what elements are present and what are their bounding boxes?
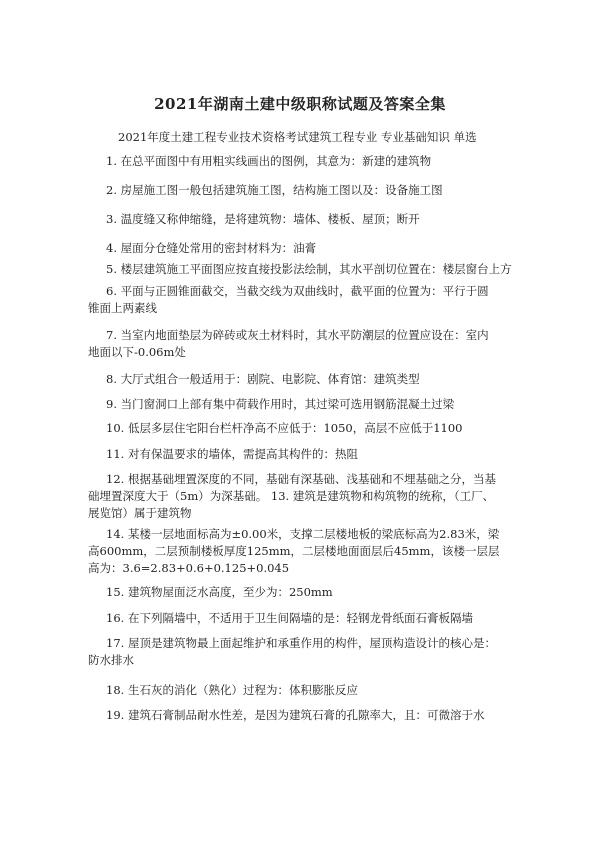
question-10: 10. 低层多层住宅阳台栏杆净高不应低于：1050，高层不应低于1100 bbox=[106, 421, 463, 435]
question-7: 7. 当室内地面垫层为碎砖或灰土材料时，其水平防潮层的位置应设在：室内地面以下-0.06m处 bbox=[88, 328, 489, 359]
question-19: 19. 建筑石膏制品耐水性差，是因为建筑石膏的孔隙率大，且：可微溶于水 bbox=[106, 708, 485, 722]
question-2: 2. 房屋施工图一般包括建筑施工图，结构施工图以及：设备施工图 bbox=[106, 183, 443, 197]
question-8: 8. 大厅式组合一般适用于：剧院、电影院、体育馆：建筑类型 bbox=[106, 372, 420, 386]
question-15: 15. 建筑物屋面泛水高度，至少为：250mm bbox=[106, 585, 333, 599]
question-16: 16. 在下列隔墙中，不适用于卫生间隔墙的是：轻钢龙骨纸面石膏板隔墙 bbox=[106, 611, 473, 625]
document-title: 2021年湖南土建中级职称试题及答案全集 bbox=[154, 95, 446, 113]
document-subtitle: 2021年度土建工程专业技术资格考试建筑工程专业 专业基础知识 单选 bbox=[118, 130, 477, 144]
question-12: 12. 根据基础埋置深度的不同，基础有深基础、浅基础和不埋基础之分，当基础埋置深度大于（5m）为深基础。 13. 建筑是建筑物和构筑物的统称，（工厂、展览馆）属于建筑物 bbox=[88, 472, 496, 520]
question-11: 11. 对有保温要求的墙体，需提高其构件的：热阻 bbox=[106, 447, 358, 461]
question-6: 6. 平面与正圆锥面截交，当截交线为双曲线时，截平面的位置为：平行于圆锥面上两素线 bbox=[88, 284, 489, 315]
question-1: 1. 在总平面图中有用粗实线画出的图例，其意为：新建的建筑物 bbox=[106, 154, 432, 168]
question-5: 5. 楼层建筑施工平面图应按直接投影法绘制，其水平剖切位置在：楼层窗台上方 bbox=[106, 262, 512, 276]
question-17: 17. 屋顶是建筑物最上面起维护和承重作用的构件，屋顶构造设计的核心是：防水排水 bbox=[88, 636, 496, 667]
question-3: 3. 温度缝又称伸缩缝，是将建筑物：墙体、楼板、屋顶；断开 bbox=[106, 212, 420, 226]
question-18: 18. 生石灰的消化（熟化）过程为：体积膨胀反应 bbox=[106, 683, 358, 697]
question-4: 4. 屋面分仓缝处常用的密封材料为：油膏 bbox=[106, 241, 317, 255]
question-14: 14. 某楼一层地面标高为±0.00米，支撑二层楼地板的梁底标高为2.83米，梁高600mm，二层预制楼板厚度125mm，二层楼地面面层后45mm，该楼一层层高为：3.6=2.83+0.6+0.125+0.045 bbox=[88, 527, 500, 575]
question-9: 9. 当门窗洞口上部有集中荷载作用时，其过梁可选用钢筋混凝土过梁 bbox=[106, 397, 455, 411]
